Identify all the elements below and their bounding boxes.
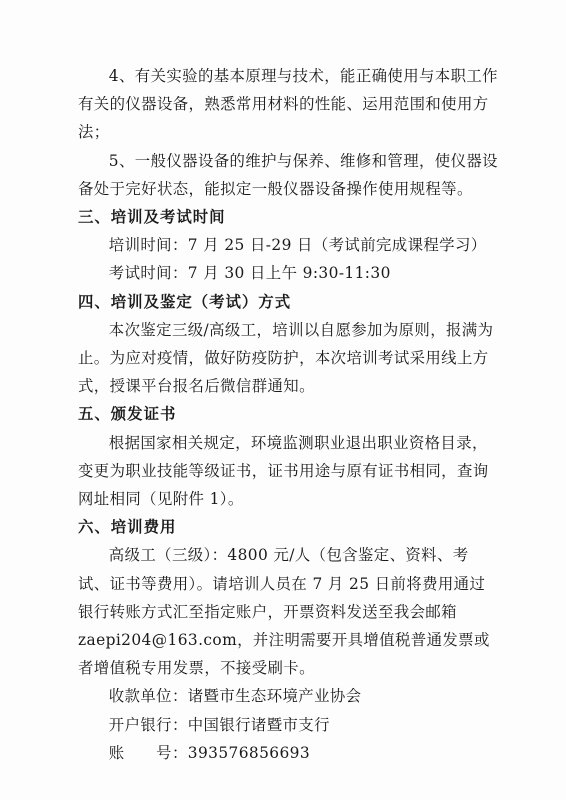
payee-label: 收款单位： (108, 687, 188, 706)
account-line (78, 739, 498, 767)
section-6-paragraph-part1: 高级工（三级）：4800 元/人（包含鉴定、资料、考试、证书等费用）。请培训人员在 7 月 25 日前将费用通过银行转账方式汇至指定账户，开票资料发送至我会邮箱 (78, 546, 486, 621)
payee-line (78, 682, 498, 710)
item-5-paragraph: 5、一般仪器设备的维护与保养、维修和管理，使仪器设备处于完好状态，能拟定一般仪器设备操作使用规程等。 (78, 151, 498, 198)
exam-time-line: 考试时间：7 月 30 日上午 9:30-11:30 (108, 264, 391, 283)
bank-label: 开户银行： (108, 715, 188, 734)
section-5-heading: 五、颁发证书 (78, 405, 177, 424)
item-4-paragraph: 4、有关实验的基本原理与技术，能正确使用与本职工作有关的仪器设备，熟悉常用材料的性能、运用范围和使用方法； (78, 67, 498, 142)
account-value: 393576856693 (187, 743, 311, 762)
document-body (78, 62, 498, 767)
account-label: 账 号： (108, 743, 188, 762)
section-6-paragraph-part2: zaepi204@163.com，并注明需要开具增值税普通发票或者增值税专用发票，不接受刷卡。 (78, 631, 490, 678)
section-6-heading: 六、培训费用 (78, 518, 177, 537)
section-4-paragraph: 本次鉴定三级/高级工，培训以自愿参加为原则，报满为止。为应对疫情，做好防疫防护，本次培训考试采用线上方式，授课平台报名后微信群通知。 (78, 320, 494, 396)
section-3-heading: 三、培训及考试时间 (78, 208, 226, 227)
payee-value: 诸暨市生态环境产业协会 (187, 687, 362, 706)
training-time-line: 培训时间：7 月 25 日-29 日（考试前完成课程学习） (108, 236, 487, 255)
bank-line (78, 711, 498, 739)
section-4-heading: 四、培训及鉴定（考试）方式 (78, 292, 292, 311)
section-5-paragraph: 根据国家相关规定，环境监测职业退出职业资格目录，变更为职业技能等级证书，证书用途与原有证书相同，查询网址相同（见附件 1）。 (78, 433, 489, 509)
bank-value: 中国银行诸暨市支行 (187, 715, 330, 734)
